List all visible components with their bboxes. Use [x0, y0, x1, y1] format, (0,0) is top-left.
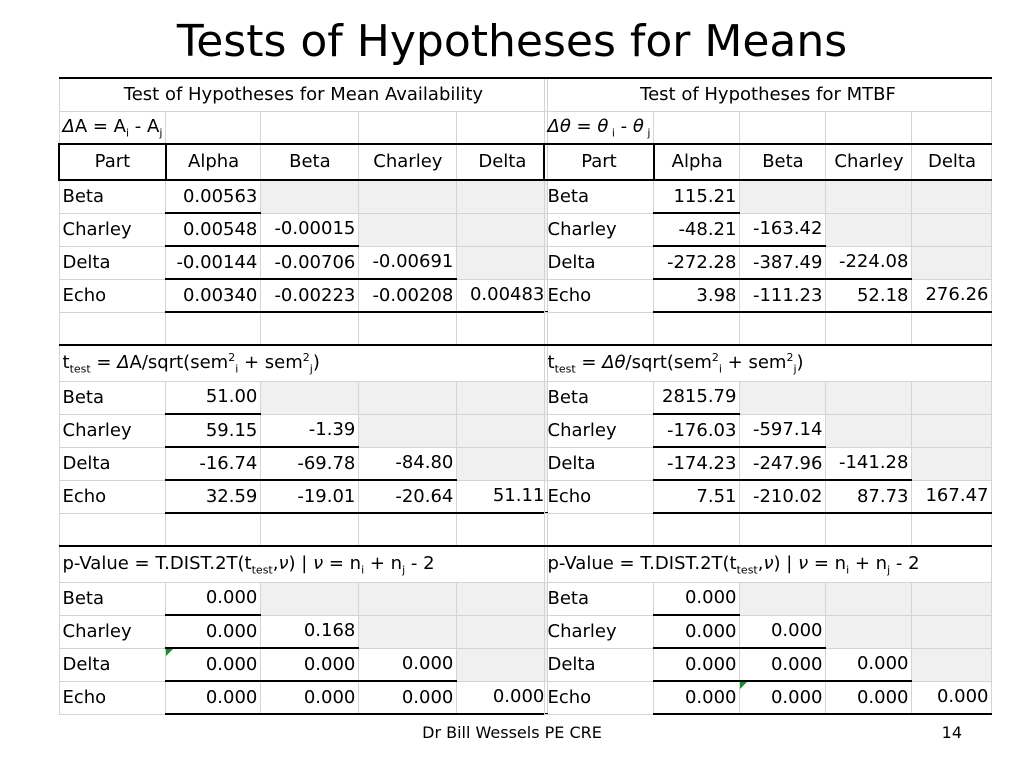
- cell-value: -174.23: [654, 447, 740, 480]
- cell-value: 0.000: [166, 615, 261, 648]
- cell-value: 52.18: [826, 279, 912, 312]
- cell-value: 0.000: [912, 681, 992, 714]
- cell-value: 0.00548: [166, 213, 261, 246]
- cell-value: 0.000: [826, 681, 912, 714]
- cell-value: 0.000: [359, 681, 457, 714]
- page-number: 14: [941, 723, 962, 742]
- row-label: Beta: [544, 180, 654, 213]
- cell-value: -224.08: [826, 246, 912, 279]
- mtbf-diff-label: Δθ = θ $_i$ - θ $_j$: [544, 111, 654, 144]
- cell-value: 0.000: [457, 681, 548, 714]
- row-label: Beta: [59, 180, 166, 213]
- cell-value: 0.000: [654, 582, 740, 615]
- cell-value: -0.00691: [359, 246, 457, 279]
- cell-value: -20.64: [359, 480, 457, 513]
- row-label: Charley: [59, 615, 166, 648]
- row-label: Beta: [59, 582, 166, 615]
- header-delta: Delta: [457, 144, 548, 180]
- row-label: Delta: [59, 648, 166, 681]
- footer-author: Dr Bill Wessels PE CRE: [422, 723, 602, 742]
- row-label: Echo: [544, 480, 654, 513]
- cell-value: 0.000: [261, 681, 359, 714]
- cell-value: -597.14: [740, 414, 826, 447]
- row-label: Delta: [544, 648, 654, 681]
- cell-value: 0.168: [261, 615, 359, 648]
- header-delta: Delta: [912, 144, 992, 180]
- cell-value: 0.000: [740, 615, 826, 648]
- cell-value: -163.42: [740, 213, 826, 246]
- row-label: Charley: [59, 213, 166, 246]
- row-label: Delta: [544, 246, 654, 279]
- cell-value: 0.000: [359, 648, 457, 681]
- mtbf-table-title: Test of Hypotheses for MTBF: [544, 78, 992, 111]
- row-label: Charley: [544, 414, 654, 447]
- row-label: Delta: [544, 447, 654, 480]
- row-label: Echo: [544, 279, 654, 312]
- availability-p-label: p-Value = $T.DIST.2T(t_{test},\nu)$ | $\nu = n_i + n_j - 2$: [59, 546, 548, 582]
- cell-value: -141.28: [826, 447, 912, 480]
- cell-value: -0.00223: [261, 279, 359, 312]
- cell-value: 59.15: [166, 414, 261, 447]
- availability-diff-label: $\Delta A = A_i - A_j$: [59, 111, 166, 144]
- cell-value: 0.000: [740, 681, 826, 714]
- cell-value: -176.03: [654, 414, 740, 447]
- header-charley: Charley: [826, 144, 912, 180]
- mtbf-table: [543, 77, 992, 715]
- row-label: Echo: [59, 681, 166, 714]
- cell-value: -1.39: [261, 414, 359, 447]
- cell-value: -69.78: [261, 447, 359, 480]
- cell-value: -111.23: [740, 279, 826, 312]
- cell-value: -0.00208: [359, 279, 457, 312]
- cell-value: 0.000: [654, 681, 740, 714]
- header-part: Part: [544, 144, 654, 180]
- cell-value: -16.74: [166, 447, 261, 480]
- cell-value: 0.00483: [457, 279, 548, 312]
- cell-value: 7.51: [654, 480, 740, 513]
- cell-value: 276.26: [912, 279, 992, 312]
- header-beta: Beta: [740, 144, 826, 180]
- cell-value: 0.000: [166, 681, 261, 714]
- cell-value: 0.000: [261, 648, 359, 681]
- header-alpha: Alpha: [166, 144, 261, 180]
- row-label: Charley: [544, 615, 654, 648]
- availability-table: [58, 77, 548, 715]
- cell-value: -0.00015: [261, 213, 359, 246]
- cell-value: 0.00340: [166, 279, 261, 312]
- availability-t-label: $t_{test}$ = ΔA/sqrt(sem$^2_i$ + sem$^2_j$): [59, 345, 548, 381]
- header-alpha: Alpha: [654, 144, 740, 180]
- cell-value: 0.000: [826, 648, 912, 681]
- cell-value: 0.000: [654, 648, 740, 681]
- cell-value: 0.000: [166, 582, 261, 615]
- row-label: Charley: [59, 414, 166, 447]
- cell-value: 0.000: [654, 615, 740, 648]
- availability-table-title: Test of Hypotheses for Mean Availability: [59, 78, 548, 111]
- cell-value: 0.000: [740, 648, 826, 681]
- cell-value: -19.01: [261, 480, 359, 513]
- cell-value: 51.11: [457, 480, 548, 513]
- mtbf-t-label: $t_{test}$ = Δθ/sqrt(sem$^2_i$ + sem$^2_j$): [544, 345, 992, 381]
- cell-value: 2815.79: [654, 381, 740, 414]
- cell-value: 87.73: [826, 480, 912, 513]
- row-label: Echo: [59, 279, 166, 312]
- cell-value: 167.47: [912, 480, 992, 513]
- cell-value: -247.96: [740, 447, 826, 480]
- row-label: Beta: [544, 582, 654, 615]
- row-label: Echo: [59, 480, 166, 513]
- row-label: Charley: [544, 213, 654, 246]
- mtbf-p-label: p-Value = $T.DIST.2T(t_{test},\nu)$ | $\nu = n_i + n_j - 2$: [544, 546, 992, 582]
- row-label: Beta: [544, 381, 654, 414]
- cell-value: 0.000: [166, 648, 261, 681]
- cell-value: -0.00144: [166, 246, 261, 279]
- cell-value: -48.21: [654, 213, 740, 246]
- cell-value: -210.02: [740, 480, 826, 513]
- cell-value: -387.49: [740, 246, 826, 279]
- row-label: Beta: [59, 381, 166, 414]
- cell-value: 115.21: [654, 180, 740, 213]
- page-title: Tests of Hypotheses for Means: [176, 16, 848, 67]
- cell-value: 0.00563: [166, 180, 261, 213]
- row-label: Echo: [544, 681, 654, 714]
- cell-value: 32.59: [166, 480, 261, 513]
- header-charley: Charley: [359, 144, 457, 180]
- cell-value: -0.00706: [261, 246, 359, 279]
- row-label: Delta: [59, 447, 166, 480]
- cell-value: -84.80: [359, 447, 457, 480]
- header-part: Part: [59, 144, 166, 180]
- header-beta: Beta: [261, 144, 359, 180]
- cell-value: 51.00: [166, 381, 261, 414]
- cell-value: -272.28: [654, 246, 740, 279]
- row-label: Delta: [59, 246, 166, 279]
- cell-value: 3.98: [654, 279, 740, 312]
